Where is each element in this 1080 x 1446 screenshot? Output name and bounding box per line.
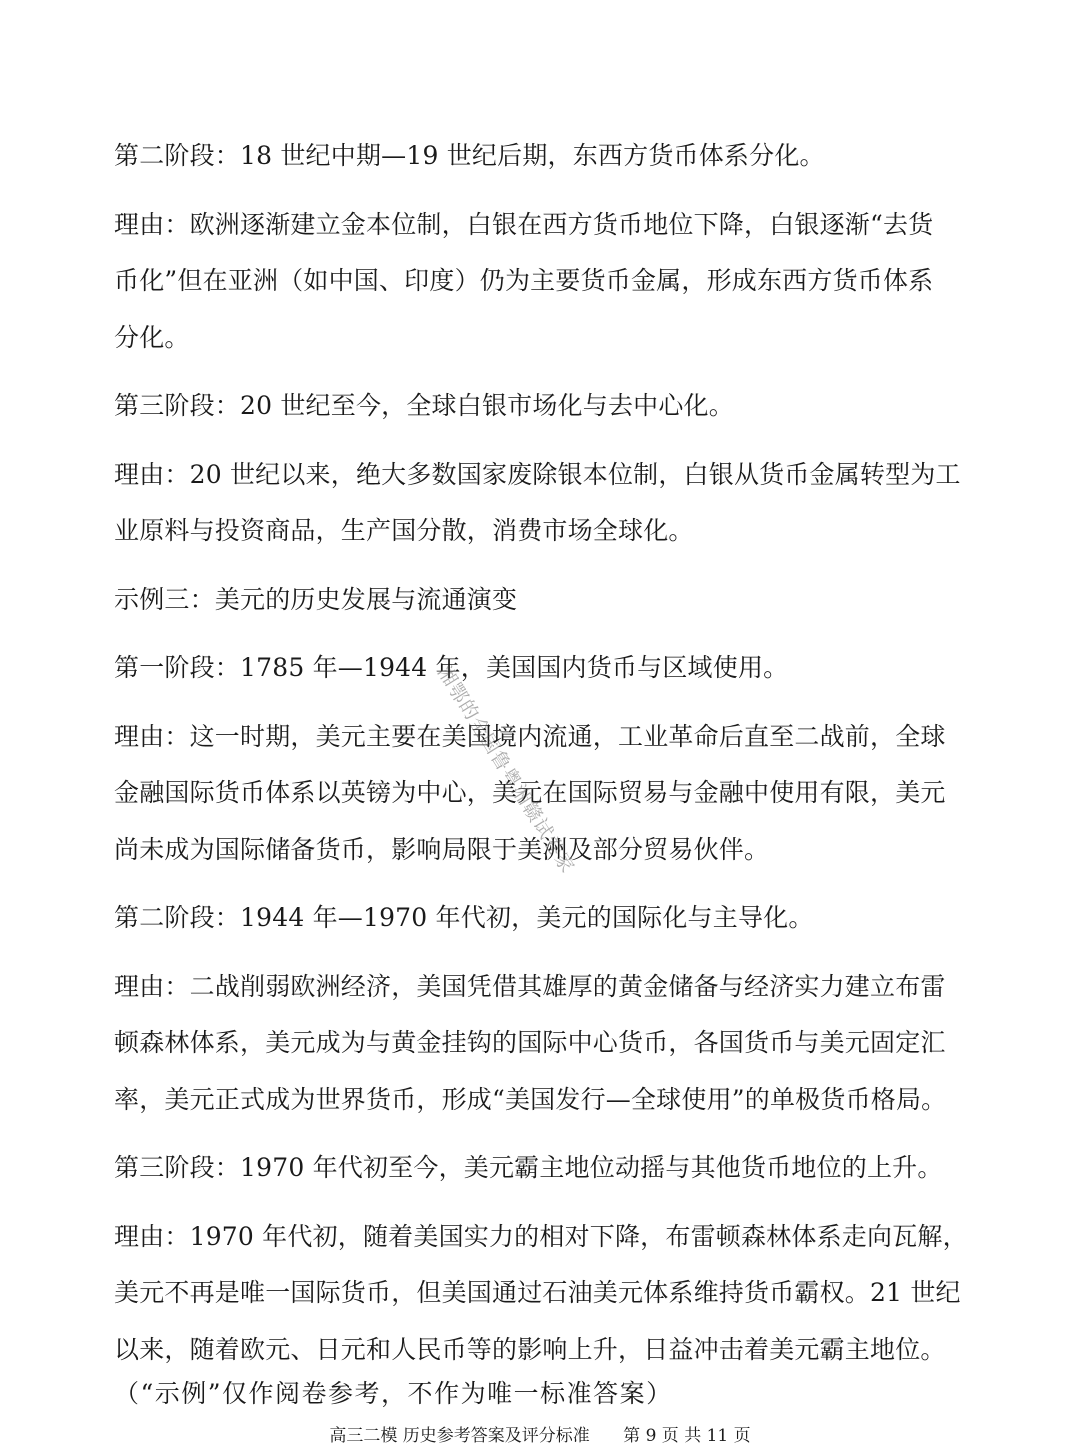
paragraph <box>114 197 970 367</box>
text-line: 第二阶段：18 世纪中期—19 世纪后期，东西方货币体系分化。 <box>114 141 825 170</box>
footer-page-number: 第 9 页 共 11 页 <box>623 1426 751 1446</box>
text-line: 率，美元正式成为世界货币，形成“美国发行—全球使用”的单极货币格局。 <box>114 1084 947 1114</box>
paragraph-gap <box>114 697 970 709</box>
paragraph-gap <box>114 1128 970 1140</box>
text-line: 美元不再是唯一国际货币，但美国通过石油美元体系维持货币霸权。21 世纪 <box>114 1278 961 1307</box>
watermark: 湘鄂的全国鲁粤湘赣试卷家 <box>432 662 579 878</box>
text-line: 金融国际货币体系以英镑为中心，美元在国际贸易与金融中使用有限，美元 <box>114 778 946 807</box>
text-line: 理由：这一时期，美元主要在美国境内流通，工业革命后直至二战前，全球 <box>114 721 946 751</box>
paragraph <box>114 128 970 185</box>
text-line: 理由：二战削弱欧洲经济，美国凭借其雄厚的黄金储备与经济实力建立布雷 <box>114 971 946 1001</box>
paragraph <box>114 890 970 947</box>
text-line: 第三阶段：1970 年代初至今，美元霸主地位动摇与其他货币地位的上升。 <box>114 1153 943 1182</box>
text-line: 以来，随着欧元、日元和人民币等的影响上升，日益冲击着美元霸主地位。 <box>114 1334 946 1364</box>
paragraph <box>114 709 970 879</box>
paragraph-gap <box>114 185 970 197</box>
text-line: 第一阶段：1785 年—1944 年，美国国内货币与区域使用。 <box>114 653 789 682</box>
paragraph-gap <box>114 628 970 640</box>
paragraph <box>114 447 970 560</box>
paragraph <box>114 1140 970 1197</box>
text-line: 理由：20 世纪以来，绝大多数国家废除银本位制，白银从货币金属转型为工 <box>114 459 961 489</box>
text-line: 尚未成为国际储备货币，影响局限于美洲及部分贸易伙伴。 <box>114 834 770 864</box>
answer-content <box>114 128 970 1378</box>
text-line: 业原料与投资商品，生产国分散，消费市场全球化。 <box>114 516 694 545</box>
text-line: 分化。 <box>114 322 190 352</box>
paragraph <box>114 572 970 629</box>
text-line: 理由：1970 年代初，随着美国实力的相对下降，布雷顿森林体系走向瓦解， <box>114 1221 968 1251</box>
paragraph-gap <box>114 947 970 959</box>
paragraph <box>114 640 970 697</box>
scoring-note: （“示例”仅作阅卷参考，不作为唯一标准答案） <box>114 1379 673 1408</box>
text-line: 示例三：美元的历史发展与流通演变 <box>114 584 518 614</box>
text-line: 理由：欧洲逐渐建立金本位制，白银在西方货币地位下降，白银逐渐“去货 <box>114 209 934 239</box>
text-line: 第三阶段：20 世纪至今，全球白银市场化与去中心化。 <box>114 391 734 420</box>
footer-title: 高三二模 历史参考答案及评分标准 <box>329 1426 590 1446</box>
paragraph <box>114 959 970 1129</box>
page-footer <box>0 1426 1080 1446</box>
text-line: 第二阶段：1944 年—1970 年代初，美元的国际化与主导化。 <box>114 903 814 932</box>
paragraph-gap <box>114 435 970 447</box>
paragraph-gap <box>114 878 970 890</box>
text-line: 币化”但在亚洲（如中国、印度）仍为主要货币金属，形成东西方货币体系 <box>114 266 934 295</box>
paragraph-gap <box>114 366 970 378</box>
paragraph-gap <box>114 560 970 572</box>
text-line: 顿森林体系，美元成为与黄金挂钩的国际中心货币，各国货币与美元固定汇 <box>114 1028 946 1057</box>
paragraph <box>114 1209 970 1379</box>
paragraph-gap <box>114 1197 970 1209</box>
paragraph <box>114 378 970 435</box>
